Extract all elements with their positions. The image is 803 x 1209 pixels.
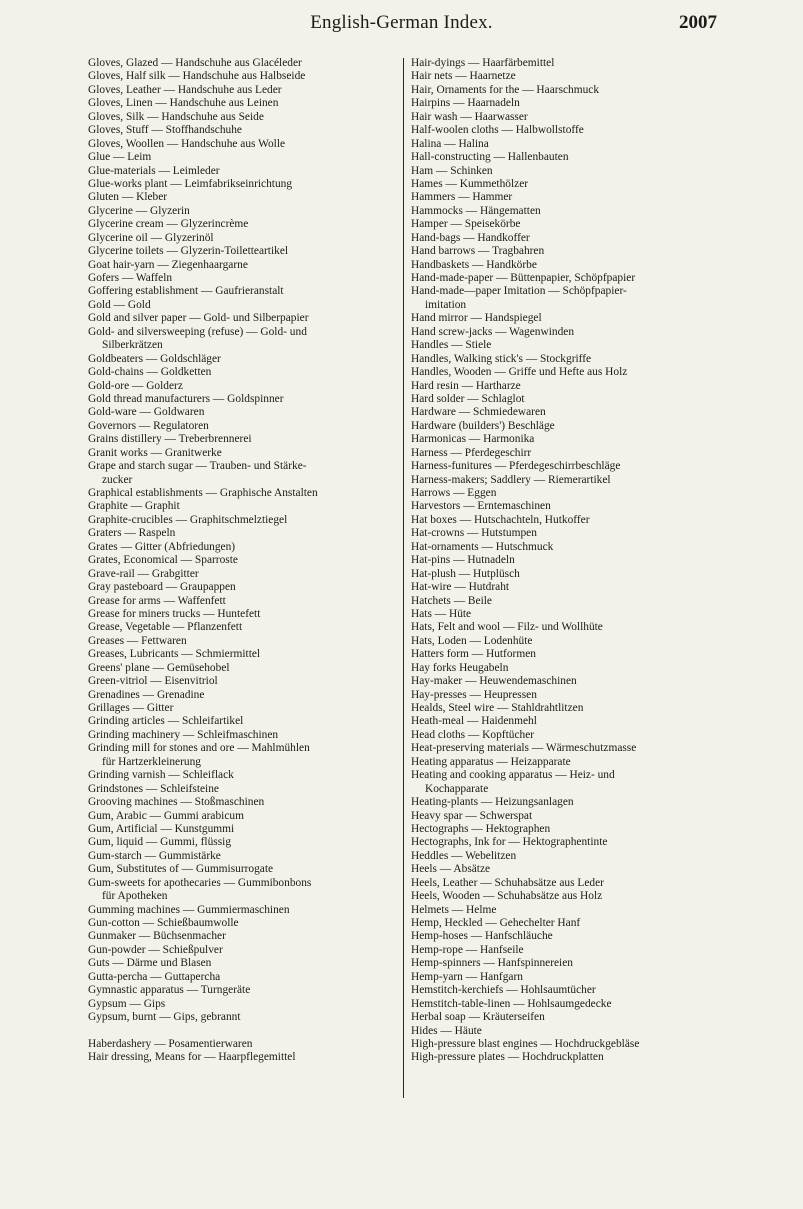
index-entry: Handles, Wooden — Griffe und Hefte aus Holz [411, 366, 628, 379]
index-entry: Gluten — Kleber [88, 191, 168, 204]
index-entry-continuation: imitation [425, 298, 467, 311]
index-entry: Hand screw-jacks — Wagenwinden [411, 325, 575, 338]
index-entry: Graphite — Graphit [88, 500, 180, 513]
index-entry: Gum, liquid — Gummi, flüssig [88, 836, 232, 849]
index-entry: Hand barrows — Tragbahren [411, 245, 545, 258]
index-entry: Hemp-rope — Hanfseile [411, 943, 524, 956]
index-entry: Gloves, Linen — Handschuhe aus Leinen [88, 97, 279, 110]
index-entry: Hat boxes — Hutschachteln, Hutkoffer [411, 513, 590, 526]
index-entry-continuation: für Hartzerkleinerung [102, 755, 201, 768]
index-entry: Gloves, Stuff — Stoffhandschuhe [88, 124, 242, 137]
index-entry: Greens' plane — Gemüsehobel [88, 661, 230, 674]
index-entry: Governors — Regulatoren [88, 419, 209, 432]
index-entry: Handles — Stiele [411, 339, 492, 352]
index-entry: Harvestors — Erntemaschinen [411, 500, 551, 513]
right-index-column [411, 57, 721, 1065]
index-entry: Heat-preserving materials — Wärmeschutzmasse [411, 742, 637, 755]
index-entry: Hemp-hoses — Hanfschläuche [411, 930, 553, 943]
index-entry: Glue — Leim [88, 151, 152, 164]
index-entry: Hair-dyings — Haarfärbemittel [411, 57, 555, 69]
index-entry-continuation: für Apotheken [102, 890, 168, 903]
index-entry: Gold-ore — Golderz [88, 379, 183, 392]
index-entry: Hemp, Heckled — Gehechelter Hanf [411, 917, 581, 929]
index-entry: Hair, Ornaments for the — Haarschmuck [411, 83, 600, 96]
index-entry: Glycerine oil — Glyzerinöl [88, 231, 214, 244]
index-entry: Halina — Halina [411, 137, 489, 150]
index-entry: Hat-wire — Hutdraht [411, 581, 510, 594]
index-entry: Glue-works plant — Leimfabrikseinrichtung [88, 177, 293, 190]
index-entry: Glue-materials — Leimleder [88, 164, 220, 177]
index-entry: Gypsum — Gips [88, 997, 166, 1010]
index-entry: Heddles — Webelitzen [411, 849, 517, 862]
index-entry: Helmets — Helme [411, 903, 497, 916]
index-entry: Half-woolen cloths — Halbwollstoffe [411, 124, 584, 137]
running-title: English-German Index. [310, 12, 493, 33]
index-entry: Hay-maker — Heuwendemaschinen [411, 675, 577, 688]
index-entry: Graphite-crucibles — Graphitschmelztiegel [88, 513, 288, 526]
index-entry: Gold-ware — Goldwaren [88, 406, 205, 419]
index-entry: Harrows — Eggen [411, 487, 497, 499]
index-entry: Gray pasteboard — Graupappen [88, 581, 236, 594]
index-entry: Hand-bags — Handkoffer [411, 231, 530, 244]
index-entry: Ham — Schinken [411, 164, 493, 177]
index-entry: Glycerine cream — Glyzerincrème [88, 218, 249, 231]
index-entry: Grinding articles — Schleifartikel [88, 715, 244, 728]
index-entry: Grates — Gitter (Abfriedungen) [88, 540, 236, 553]
index-entry: Gymnastic apparatus — Turngeräte [88, 984, 251, 997]
index-entry: Grease, Vegetable — Pflanzenfett [88, 621, 243, 634]
index-entry: High-pressure blast engines — Hochdruckgebläse [411, 1037, 640, 1050]
index-entry: Glycerine toilets — Glyzerin-Toiletteartikel [88, 245, 289, 258]
index-entry: Gun-cotton — Schießbaumwolle [88, 917, 239, 929]
index-entry: Goat hair-yarn — Ziegenhaargarne [88, 258, 248, 271]
index-entry: Heating-plants — Heizungsanlagen [411, 796, 574, 809]
page-number: 2007 [679, 12, 717, 33]
index-entry: Goldbeaters — Goldschläger [88, 352, 221, 365]
index-entry: Hectographs — Hektographen [411, 822, 551, 835]
index-entry: Hames — Kummethölzer [411, 177, 529, 190]
index-entry: Greases, Lubricants — Schmiermittel [88, 648, 261, 661]
index-entry: Hemp-yarn — Hanfgarn [411, 970, 523, 983]
index-entry: Grease for miners trucks — Huntefett [88, 607, 261, 620]
index-entry: Gloves, Half silk — Handschuhe aus Halbseide [88, 70, 306, 83]
index-entry: Hair dressing, Means for — Haarpflegemittel [88, 1051, 296, 1064]
index-entry: Grave-rail — Grabgitter [88, 567, 199, 580]
index-entry: Gun-powder — Schießpulver [88, 943, 223, 956]
index-entry: Heels, Leather — Schuhabsätze aus Leder [411, 876, 604, 889]
index-entry: Gum-sweets for apothecaries — Gummibonbons [88, 876, 312, 889]
index-entry: Gold-chains — Goldketten [88, 366, 212, 379]
index-entry: Hatters form — Hutformen [411, 648, 536, 661]
index-entry: Hat-plush — Hutplüsch [411, 567, 520, 580]
index-entry: Gloves, Glazed — Handschuhe aus Glacéleder [88, 57, 302, 69]
index-entry: Gold and silver paper — Gold- und Silberpapier [88, 312, 309, 325]
index-entry: Harness-makers; Saddlery — Riemerartikel [411, 473, 611, 486]
index-entry: Graters — Raspeln [88, 527, 176, 540]
index-entry: Gutta-percha — Guttapercha [88, 970, 221, 983]
index-entry: Gold — Gold [88, 298, 151, 311]
index-entry: Heating apparatus — Heizapparate [411, 755, 571, 768]
index-entry: Hairpins — Haarnadeln [411, 97, 520, 110]
index-entry: Granit works — Granitwerke [88, 446, 222, 459]
index-entry: Hall-constructing — Hallenbauten [411, 151, 569, 164]
index-entry-continuation: Silberkrätzen [102, 339, 163, 352]
index-entry: Hammocks — Hängematten [411, 204, 541, 217]
index-entry: Hand-made—paper Imitation — Schöpfpapier- [411, 285, 627, 298]
left-index-column [88, 57, 396, 1065]
index-entry: Hectographs, Ink for — Hektographentinte [411, 836, 608, 849]
index-entry: Harmonicas — Harmonika [411, 433, 535, 446]
index-entry: Haberdashery — Posamentierwaren [88, 1037, 253, 1050]
index-entry: Hardware — Schmiedewaren [411, 406, 546, 419]
index-entry: Hand mirror — Handspiegel [411, 312, 542, 325]
index-entry: Hatchets — Beile [411, 594, 492, 607]
index-entry: Hair wash — Haarwasser [411, 110, 528, 123]
index-entry: Heels — Absätze [411, 863, 491, 876]
index-entry: Gloves, Leather — Handschuhe aus Leder [88, 83, 282, 96]
index-entry: Hides — Häute [411, 1024, 482, 1037]
index-entry: Hardware (builders') Beschläge [411, 419, 555, 432]
index-entry: Hemp-spinners — Hanfspinnereien [411, 957, 573, 970]
index-entry: Hat-crowns — Hutstumpen [411, 527, 537, 540]
index-entry: Grains distillery — Treberbrennerei [88, 433, 252, 446]
index-entry: Gum-starch — Gummistärke [88, 849, 221, 862]
index-entry: Hard resin — Hartharze [411, 379, 521, 392]
index-entry: Grinding machinery — Schleifmaschinen [88, 728, 279, 741]
index-entry: Greases — Fettwaren [88, 634, 187, 647]
index-entry: Herbal soap — Kräuterseifen [411, 1011, 545, 1024]
index-entry: Goffering establishment — Gaufrieranstalt [88, 285, 284, 298]
index-entry: Grease for arms — Waffenfett [88, 594, 226, 607]
index-entry: Gumming machines — Gummiermaschinen [88, 903, 290, 916]
index-entry: Grillages — Gitter [88, 702, 174, 714]
index-entry: Heavy spar — Schwerspat [411, 809, 533, 822]
index-entry: Gloves, Woollen — Handschuhe aus Wolle [88, 137, 286, 150]
index-entry: Heels, Wooden — Schuhabsätze aus Holz [411, 890, 603, 903]
index-entry: Guts — Därme und Blasen [88, 957, 212, 970]
index-entry: Gold thread manufacturers — Goldspinner [88, 392, 284, 405]
index-entry: Grenadines — Grenadine [88, 688, 205, 701]
index-entry: Gunmaker — Büchsenmacher [88, 930, 226, 943]
index-entry: High-pressure plates — Hochdruckplatten [411, 1051, 604, 1064]
index-entry: Hat-pins — Hutnadeln [411, 554, 515, 567]
index-entry: Gofers — Waffeln [88, 272, 173, 284]
index-entry: Hammers — Hammer [411, 191, 513, 204]
index-entry: Hats, Loden — Lodenhüte [411, 634, 533, 647]
index-entry: Hair nets — Haarnetze [411, 70, 516, 83]
index-entry-continuation: zucker [102, 473, 133, 486]
index-entry: Hemstitch-kerchiefs — Hohlsaumtücher [411, 984, 596, 997]
index-entry: Harness — Pferdegeschirr [411, 446, 532, 459]
index-entry: Healds, Steel wire — Stahldrahtlitzen [411, 702, 584, 714]
index-entry: Gum, Arabic — Gummi arabicum [88, 809, 244, 822]
index-entry: Head cloths — Kopftücher [411, 728, 535, 741]
index-entry: Grates, Economical — Sparroste [88, 554, 238, 567]
index-entry: Heating and cooking apparatus — Heiz- und [411, 769, 615, 782]
index-entry-continuation: Kochapparate [425, 782, 489, 795]
index-entry: Hand-made-paper — Büttenpapier, Schöpfpapier [411, 272, 636, 284]
index-entry: Heath-meal — Haidenmehl [411, 715, 537, 728]
index-entry: Handbaskets — Handkörbe [411, 258, 537, 271]
index-entry: Hats — Hüte [411, 607, 472, 620]
index-entry: Gum, Substitutes of — Gummisurrogate [88, 863, 274, 876]
page-header [0, 12, 803, 38]
index-entry: Grindstones — Schleifsteine [88, 782, 219, 795]
index-entry: Green-vitriol — Eisenvitriol [88, 675, 218, 688]
index-entry: Grinding varnish — Schleiflack [88, 769, 234, 782]
index-entry: Harness-funitures — Pferdegeschirrbeschläge [411, 460, 621, 473]
index-entry: Hay forks Heugabeln [411, 661, 509, 674]
index-entry: Hay-presses — Heupressen [411, 688, 537, 701]
column-divider [403, 58, 404, 1098]
index-entry: Hemstitch-table-linen — Hohlsaumgedecke [411, 997, 612, 1010]
index-entry: Grooving machines — Stoßmaschinen [88, 796, 265, 809]
index-entry: Hat-ornaments — Hutschmuck [411, 540, 554, 553]
index-entry: Gum, Artificial — Kunstgummi [88, 822, 235, 835]
index-entry: Grape and starch sugar — Trauben- und Stärke- [88, 460, 307, 473]
index-entry: Gypsum, burnt — Gips, gebrannt [88, 1011, 241, 1024]
index-entry: Hamper — Speisekörbe [411, 218, 521, 231]
index-entry: Handles, Walking stick's — Stockgriffe [411, 352, 592, 365]
index-entry: Grinding mill for stones and ore — Mahlmühlen [88, 742, 310, 755]
index-entry: Gloves, Silk — Handschuhe aus Seide [88, 110, 264, 123]
index-entry: Hats, Felt and wool — Filz- und Wollhüte [411, 621, 603, 634]
index-entry: Graphical establishments — Graphische Anstalten [88, 487, 318, 499]
index-entry: Gold- and silversweeping (refuse) — Gold- und [88, 325, 307, 338]
index-entry: Hard solder — Schlaglot [411, 392, 525, 405]
index-entry: Glycerine — Glyzerin [88, 204, 190, 217]
